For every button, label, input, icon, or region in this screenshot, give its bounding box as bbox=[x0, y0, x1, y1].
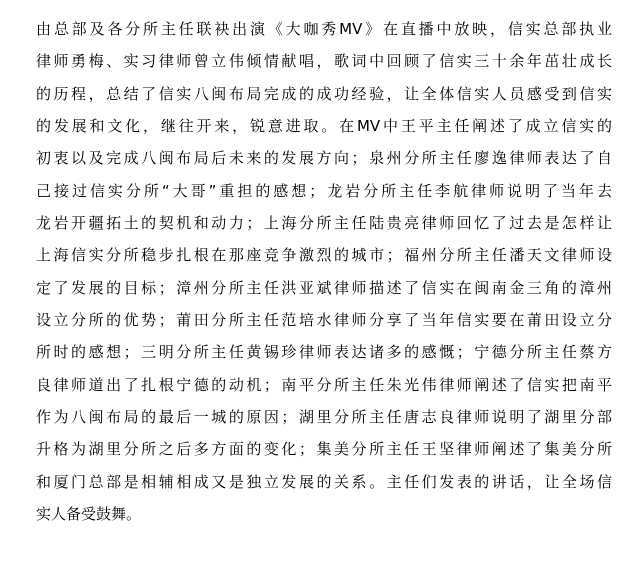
paragraph-line-6: 己接过信实分所“大哥”重担的感想；龙岩分所主任李航律师说明了当年去 bbox=[36, 181, 612, 200]
article-body bbox=[36, 13, 612, 531]
paragraph-line-5: 初衷以及完成八闽布局后未来的发展方向；泉州分所主任廖逸律师表达了自 bbox=[36, 149, 612, 168]
paragraph-line-3: 的历程，总结了信实八闽布局完成的成功经验，让全体信实人员感受到信实 bbox=[36, 84, 612, 103]
paragraph-line-14: 升格为湖里分所之后多方面的变化；集美分所主任王坚律师阐述了集美分所 bbox=[36, 440, 612, 459]
paragraph-line-12: 良律师道出了扎根宁德的动机；南平分所主任朱光伟律师阐述了信实把南平 bbox=[36, 375, 612, 394]
paragraph-line-15: 和厦门总部是相辅相成又是独立发展的关系。主任们发表的讲话，让全场信 bbox=[36, 472, 612, 491]
paragraph-line-4: 的发展和文化，继往开来，锐意进取。在MV中王平主任阐述了成立信实的 bbox=[36, 117, 612, 136]
paragraph-line-7: 龙岩开疆拓土的契机和动力；上海分所主任陆贵亮律师回忆了过去是怎样让 bbox=[36, 214, 612, 233]
paragraph-line-10: 设立分所的优势；莆田分所主任范培水律师分享了当年信实要在莆田设立分 bbox=[36, 311, 612, 330]
paragraph-line-1: 由总部及各分所主任联袂出演《大咖秀MV》在直播中放映，信实总部执业 bbox=[36, 20, 612, 38]
paragraph-line-9: 定了发展的目标；漳州分所主任洪亚斌律师描述了信实在闽南金三角的漳州 bbox=[36, 278, 612, 297]
paragraph-line-13: 作为八闽布局的最后一城的原因；湖里分所主任唐志良律师说明了湖里分部 bbox=[36, 408, 612, 427]
paragraph-line-8: 上海信实分所稳步扎根在那座竞争激烈的城市；福州分所主任潘天文律师设 bbox=[36, 246, 612, 265]
paragraph-line-16: 实人备受鼓舞。 bbox=[36, 505, 142, 524]
paragraph-line-2: 律师勇梅、实习律师曾立伟倾情献唱，歌词中回顾了信实三十余年茁壮成长 bbox=[36, 52, 612, 71]
paragraph-line-11: 所时的感想；三明分所主任黄锡珍律师表达诸多的感慨；宁德分所主任蔡方 bbox=[36, 343, 612, 362]
